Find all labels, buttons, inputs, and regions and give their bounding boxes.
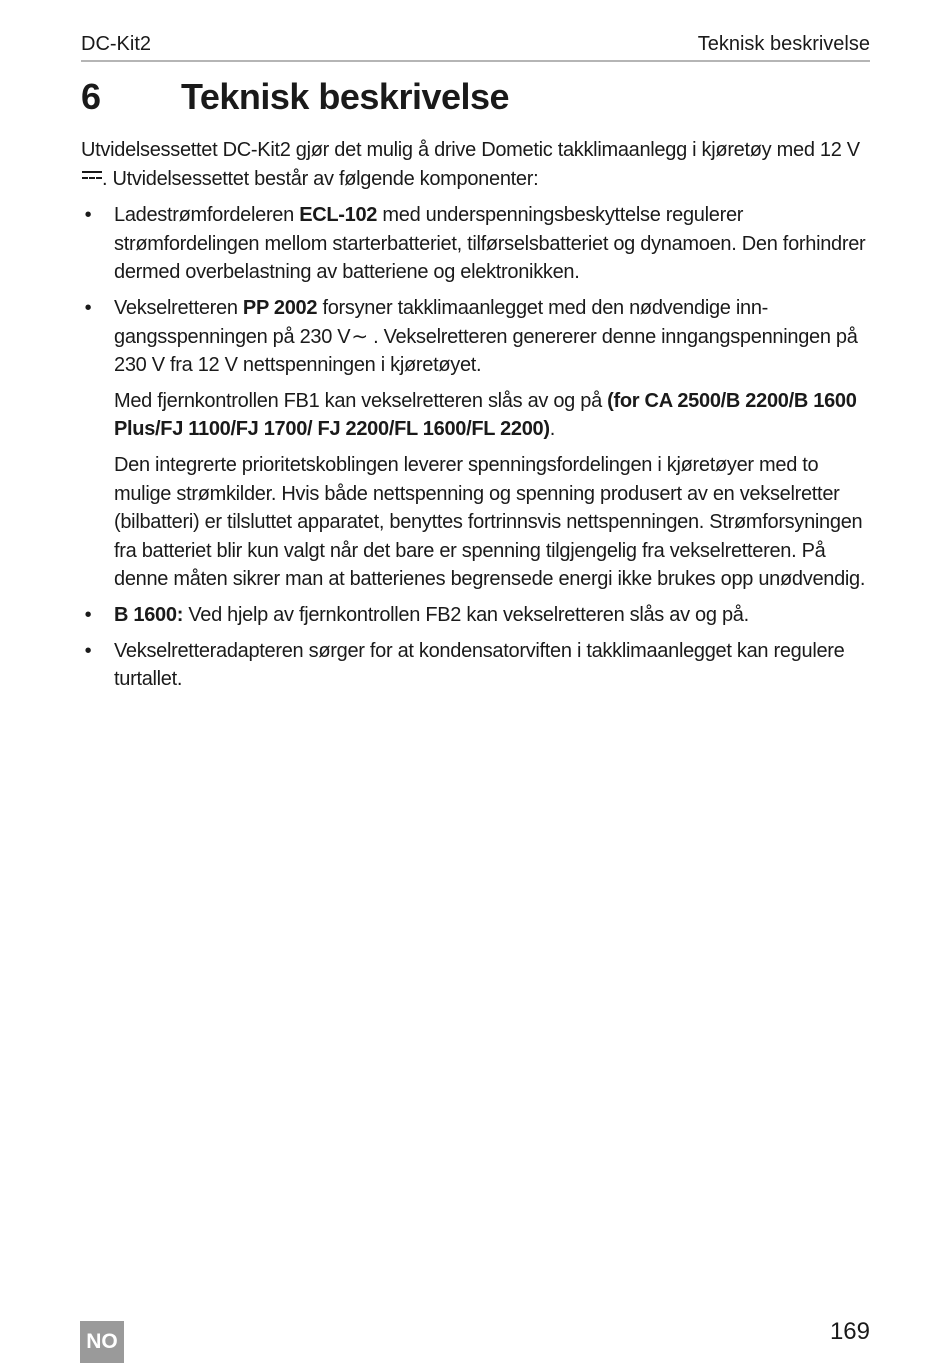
list-item [81, 294, 871, 594]
header-section-name: Teknisk beskrivelse [697, 33, 870, 55]
model-name: B 1600: [114, 603, 184, 626]
list-item-text: Ladestrømfordeleren ECL-102 med underspenningsbeskyttelse regulerer strømfordelingen mellom starterbatteriet, tilførselsbatteriet og dynamoen. Den forhindrer dermed overbelastning av batteriene og elektronikken. [114, 204, 866, 284]
body-content [81, 136, 871, 701]
list-item [81, 201, 871, 287]
chapter-title: Teknisk beskrivelse [181, 76, 510, 117]
list-item-text: Vekselretteradapteren sørger for at kondensatorviften i takklimaanlegget kan regulere turtallet. [114, 639, 845, 691]
list-item-text: B 1600: Ved hjelp av fjernkontrollen FB2 kan vekselretteren slås av og på. [114, 603, 749, 626]
product-name: PP 2002 [242, 296, 318, 319]
header-document-name: DC-Kit2 [81, 33, 152, 55]
list-item-text: Vekselretteren PP 2002 forsyner takklimaanlegget med den nødvendige inngangsspenningen på 230 V∼ . Vekselretteren genererer denne inngangspenningen på 230 V fra 12 V nettspenningen i kjøretøyet. [114, 296, 858, 377]
list-item [81, 601, 871, 630]
bullet-icon: • [84, 603, 92, 626]
bullet-icon: • [84, 296, 92, 319]
model-list: (for CA 2500/B 2200/B 1600 Plus/FJ 1100/FJ 1700/ FJ 2200/FL 1600/FL 2200) [114, 389, 857, 441]
intro-text-1: Utvidelsessettet DC-Kit2 gjør det mulig å drive Dometic takklimaanlegg i kjøretøy med 12 V [81, 139, 860, 161]
chapter-number: 6 [81, 76, 101, 117]
remote-control-paragraph: Med fjernkontrollen FB1 kan vekselretteren slås av og på (for CA 2500/B 2200/B 1600 Plus/FJ 1100/FJ 1700/ FJ 2200/FL 1600/FL 2200). [114, 389, 857, 441]
list-item [81, 637, 871, 694]
product-name: ECL-102 [299, 204, 378, 227]
component-list [81, 201, 871, 694]
priority-switch-paragraph: Den integrerte prioritetskoblingen leverer spenningsfordelingen i kjøretøyer med to mulige strømkilder. Hvis både nettspenning og spenning produsert av en vekselretter (bilbatteri) er tilsluttet apparatet, benyttes fortrinnsvis nettspenningen. Strømforsyningen fra batteriet blir kun valgt når det bare er spenning tilgjengelig fra vekselretteren. På denne måten sikrer man at batterienes begrensede energi ikke brukes opp unødvendig. [114, 453, 866, 591]
intro-paragraph [81, 136, 871, 193]
intro-text-2: . Utvidelsessettet består av følgende komponenter: [102, 167, 539, 190]
dc-voltage-icon [82, 171, 102, 183]
language-badge: NO [80, 1321, 124, 1363]
bullet-icon: • [84, 204, 92, 227]
bullet-icon: • [84, 639, 92, 662]
ac-voltage-icon: ∼ [351, 325, 368, 348]
running-header [81, 30, 870, 62]
page-number: 169 [829, 1318, 870, 1345]
